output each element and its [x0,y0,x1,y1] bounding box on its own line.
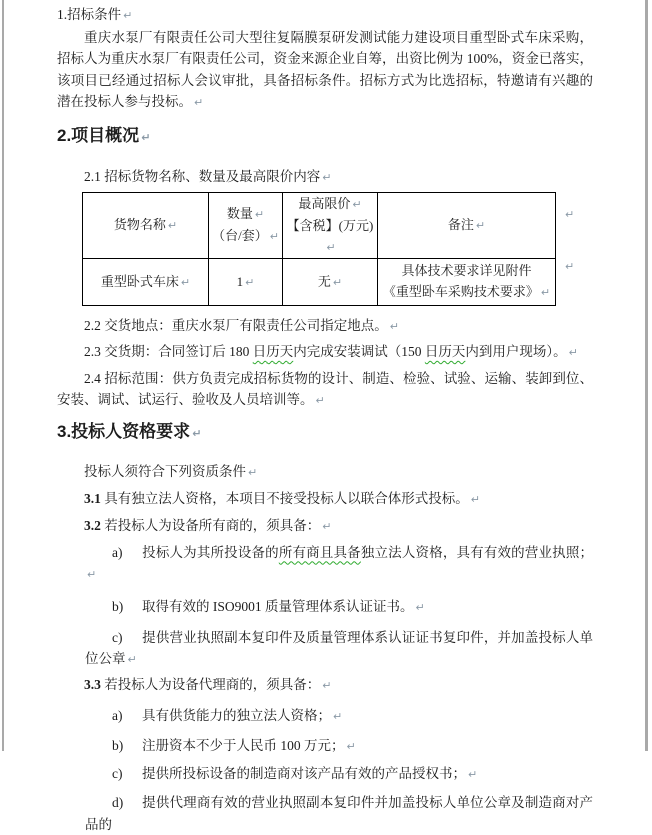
page-left-edge [2,0,4,751]
clause-2-2 [57,315,593,338]
tender-conditions-text: 重庆水泵厂有限责任公司大型往复隔膜泵研发测试能力建设项目重型卧式车床采购，招标人为重庆水泵厂有限责任公司，资金来源企业自筹，出资比例为 100%，资金已落实，该项目已经通过招标人会议审批，具备招标条件。招标方式为比选招标，特邀请有兴趣的潜在投标人参与投标。 [57,29,593,110]
section-1-heading-text: 1.招标条件 [57,7,122,22]
cell-mark: ↵ [475,219,486,233]
clause-2-4 [57,368,593,412]
goods-table-wrapper [57,192,593,306]
header-max-price-line1: 最高限价 [298,195,351,211]
paragraph-mark: ↵ [470,492,480,506]
paragraph-mark: ↵ [127,653,137,667]
list-item-3-3-c [57,763,593,786]
list-item-3-3-a [57,705,593,728]
table-data-row [83,258,556,305]
clause-3-1-text: 具有独立法人资格，本项目不接受投标人以联合体形式投标。 [104,490,469,506]
list-item-3-2-a-part1: 投标人为其所投设备的 [142,544,279,560]
section-3-heading [57,420,593,446]
list-marker: d) [112,795,124,811]
section-3-heading-text: 3.投标人资格要求 [57,421,191,441]
cell-quantity-text: 1 [236,273,244,289]
goods-table [82,192,556,306]
header-max-price [283,192,378,258]
cell-mark: ↵ [245,275,255,289]
list-marker: c) [112,629,123,645]
cell-mark: ↵ [180,275,191,289]
list-item-3-2-b-text: 取得有效的 ISO9001 质量管理体系认证证书。 [142,598,414,614]
list-marker: a) [112,544,123,560]
header-quantity-line2: （台/套） [212,228,268,244]
paragraph-mark: ↵ [315,394,325,408]
spellcheck-underlined-text: 日历天 [252,344,294,360]
section-1-heading [57,4,593,27]
list-item-3-3-a-text: 具有供货能力的独立法人资格； [142,708,331,724]
paragraph-mark: ↵ [389,319,399,333]
cell-goods-name [83,258,209,305]
paragraph-mark: ↵ [123,9,133,22]
clause-2-3-part1: 2.3 交货期：合同签订后 180 [84,344,253,360]
header-goods-name-text: 货物名称 [113,217,166,233]
paragraph-mark: ↵ [322,170,332,184]
clause-3-1-number: 3.1 [84,490,101,506]
clause-3-3-text: 若投标人为设备代理商的，须具备： [104,676,321,692]
cell-mark: ↵ [269,230,279,244]
list-item-3-3-b-text: 注册资本不少于人民币 100 万元； [142,737,345,753]
clause-3-3 [57,674,593,697]
list-item-3-2-a-part2: 独立法人资格，具有有效的营业执照； [360,544,594,560]
list-item-3-2-b [57,596,593,619]
clause-3-3-number: 3.3 [84,676,101,692]
document-page [57,4,593,835]
header-remarks [378,192,556,258]
section-2-heading-text: 2.项目概况 [57,125,140,145]
list-item-3-2-c-text: 提供营业执照副本复印件及质量管理体系认证证书复印件，并加盖投标人单位公章 [85,629,593,667]
paragraph-mark: ↵ [87,568,97,582]
header-quantity-line1: 数量 [226,206,253,222]
cell-remarks-line1: 具体技术要求详见附件 [401,263,532,279]
paragraph-mark: ↵ [194,96,204,110]
clause-3-1 [57,488,593,511]
paragraph-mark: ↵ [322,520,332,534]
paragraph-mark: ↵ [192,426,202,440]
paragraph-mark: ↵ [415,600,425,614]
cell-remarks-line2: 《重型卧车采购技术要求》 [382,284,539,300]
list-item-3-3-d [57,792,593,835]
clause-3-2-text: 若投标人为设备所有商的，须具备： [104,518,321,534]
cell-max-price-text: 无 [317,273,331,289]
qualification-intro [57,461,593,484]
row-end-mark: ↵ [565,207,575,221]
paragraph-mark: ↵ [468,768,478,782]
spellcheck-underlined-text: 日历天 [424,344,466,360]
list-marker: a) [112,708,123,724]
qualification-intro-text: 投标人须符合下列资质条件 [84,463,246,479]
header-quantity [209,192,283,258]
clause-2-1 [57,166,593,189]
cell-max-price [283,258,378,305]
cell-mark: ↵ [254,208,265,222]
table-header-row [83,192,556,258]
clause-3-2 [57,515,593,538]
header-max-price-line2: 【含税】(万元) [286,217,374,233]
clause-3-2-number: 3.2 [84,518,101,534]
paragraph-mark: ↵ [568,346,578,360]
list-item-3-3-b [57,735,593,758]
clause-2-3 [57,341,593,364]
header-remarks-text: 备注 [447,217,474,233]
paragraph-mark: ↵ [248,465,258,479]
list-item-3-2-a [57,542,593,586]
spellcheck-underlined-text: 所有商且具备 [278,544,361,560]
page-right-edge [645,0,648,751]
cell-mark: ↵ [540,286,551,300]
list-item-3-3-c-text: 提供所投标设备的制造商对该产品有效的产品授权书； [142,766,466,782]
cell-mark: ↵ [352,197,362,211]
clause-2-2-text: 2.2 交货地点：重庆水泵厂有限责任公司指定地点。 [84,317,388,333]
paragraph-mark: ↵ [346,739,356,753]
list-marker: b) [112,737,124,753]
paragraph-mark: ↵ [141,130,151,144]
header-goods-name [83,192,209,258]
list-marker: c) [112,766,123,782]
tender-conditions-paragraph [57,27,593,114]
cell-mark: ↵ [332,275,343,289]
paragraph-mark: ↵ [333,710,343,724]
clause-2-4-text: 2.4 招标范围：供方负责完成招标货物的设计、制造、检验、试验、运输、装卸到位、安装、调试、试运行、验收及人员培训等。 [57,370,593,408]
list-item-3-2-c [57,627,593,671]
section-2-heading [57,124,593,150]
cell-mark: ↵ [326,240,336,254]
row-end-mark: ↵ [565,259,575,273]
cell-mark: ↵ [167,219,178,233]
clause-2-1-text: 2.1 招标货物名称、数量及最高限价内容 [84,168,321,184]
list-item-3-3-d-text: 提供代理商有效的营业执照副本复印件并加盖投标人单位公章及制造商对产品的 [85,795,593,832]
clause-2-3-part2: 内完成安装调试（150 [293,344,425,360]
list-marker: b) [112,598,124,614]
paragraph-mark: ↵ [322,678,332,692]
clause-2-3-part3: 内到用户现场）。 [465,344,567,360]
cell-remarks [378,258,556,305]
cell-goods-name-text: 重型卧式车床 [100,273,179,289]
cell-quantity [209,258,283,305]
